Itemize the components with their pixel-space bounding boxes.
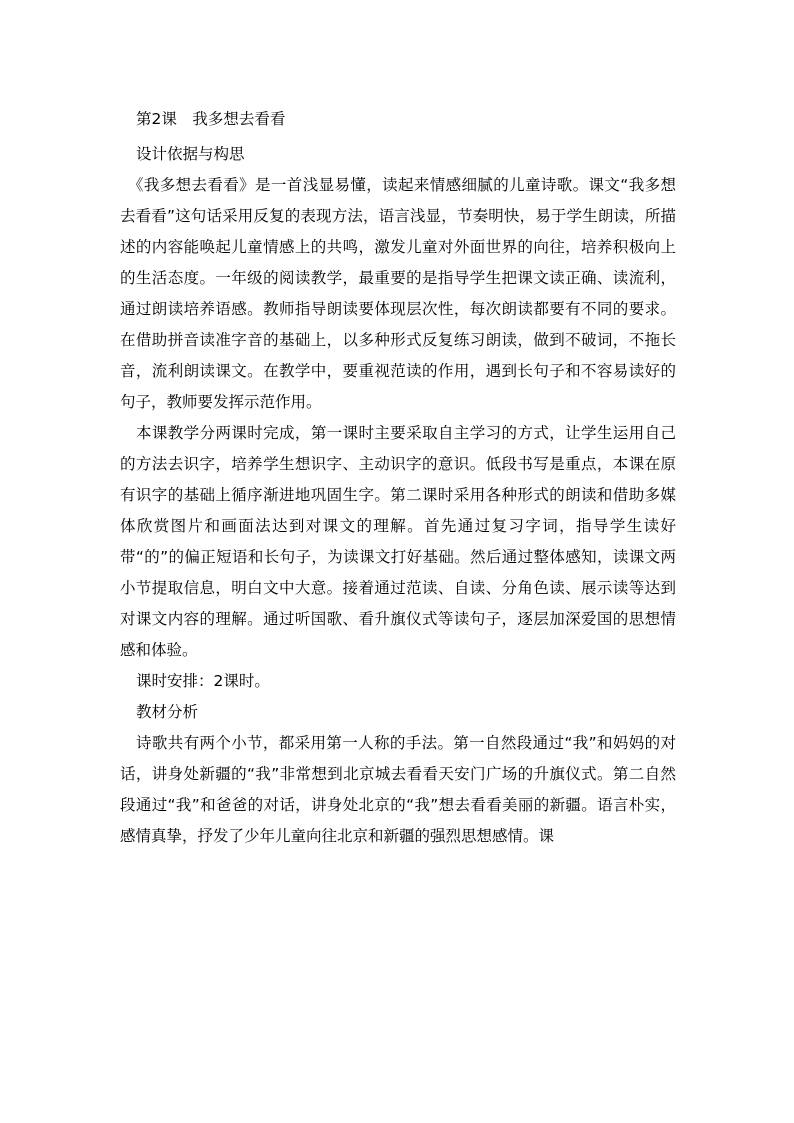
document-page — [120, 104, 676, 852]
section-heading-design: 设计依据与构思 — [136, 145, 245, 163]
paragraph-design-rationale: 《我多想去看看》是一首浅显易懂，读起来情感细腻的儿童诗歌。课文“我多想去看看”这句话采用反复的表现方法，语言浅显，节奏明快，易于学生朗读，所描述的内容能唤起儿童情感上的共鸣，激发儿童对外面世界的向往，培养积极向上的生活态度。一年级的阅读教学，最重要的是指导学生把课文读正确、读流利，通过朗读培养语感。教师指导朗读要体现层次性，每次朗读都要有不同的要求。在借助拼音读准字音的基础上，以多种形式反复练习朗读，做到不破词，不拖长音，流利朗读课文。在教学中，要重视范读的作用，遇到长句子和不容易读好的句子，教师要发挥示范作用。 — [120, 176, 676, 411]
section-heading-analysis: 教材分析 — [136, 703, 199, 721]
paragraph-teaching-plan: 本课教学分两课时完成，第一课时主要采取自主学习的方式，让学生运用自己的方法去识字，培养学生想识字、主动识字的意识。低段书写是重点，本课在原有识字的基础上循序渐进地巩固生字。第二课时采用各种形式的朗读和借助多媒体欣赏图片和画面法达到对课文的理解。首先通过复习字词，指导学生读好带“的”的偏正短语和长句子，为读课文打好基础。然后通过整体感知，读课文两小节提取信息，明白文中大意。接着通过范读、自读、分角色读、展示读等达到对课文内容的理解。通过听国歌、看升旗仪式等读句子，逐层加深爱国的思想情感和体验。 — [120, 424, 676, 659]
lesson-title: 第2课 我多想去看看 — [136, 110, 286, 128]
schedule-line: 课时安排：2课时。 — [136, 672, 270, 690]
paragraph-material-analysis: 诗歌共有两个小节，都采用第一人称的手法。第一自然段通过“我”和妈妈的对话，讲身处新疆的“我”非常想到北京城去看看天安门广场的升旗仪式。第二自然段通过“我”和爸爸的对话，讲身处北京的“我”想去看看美丽的新疆。语言朴实，感情真挚，抒发了少年儿童向往北京和新疆的强烈思想感情。课 — [120, 734, 676, 845]
